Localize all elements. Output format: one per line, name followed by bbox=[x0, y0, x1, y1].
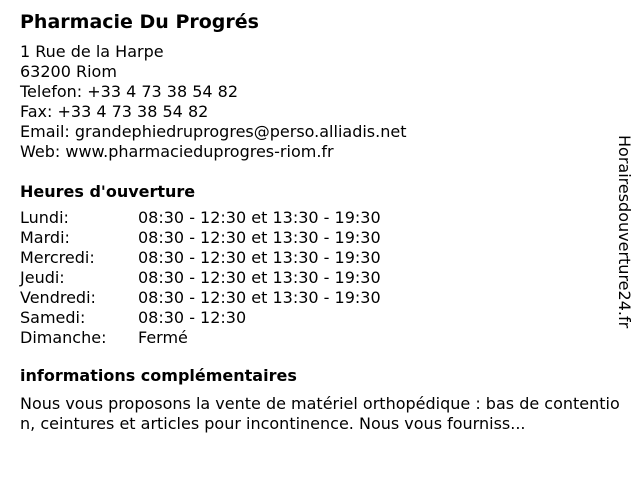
day-label: Jeudi: bbox=[20, 268, 65, 287]
website-address: Web: www.pharmacieduprogres-riom.fr bbox=[20, 142, 334, 161]
opening-hours-table bbox=[20, 208, 620, 348]
hours-row bbox=[20, 268, 620, 288]
day-label: Lundi: bbox=[20, 208, 69, 227]
day-hours: Fermé bbox=[138, 328, 188, 347]
hours-row bbox=[20, 288, 620, 308]
day-hours: 08:30 - 12:30 et 13:30 - 19:30 bbox=[138, 208, 381, 227]
email-address: Email: grandephiedruprogres@perso.alliadis.net bbox=[20, 122, 407, 141]
hours-row bbox=[20, 228, 620, 248]
additional-info-heading: informations complémentaires bbox=[20, 366, 297, 385]
pharmacy-card bbox=[20, 10, 620, 434]
site-watermark: Horairesdouverture24.fr bbox=[615, 135, 634, 329]
opening-hours-heading: Heures d'ouverture bbox=[20, 182, 196, 201]
address-city: 63200 Riom bbox=[20, 62, 117, 81]
hours-row bbox=[20, 308, 620, 328]
hours-row bbox=[20, 328, 620, 348]
phone-number: Telefon: +33 4 73 38 54 82 bbox=[20, 82, 239, 101]
day-hours: 08:30 - 12:30 et 13:30 - 19:30 bbox=[138, 228, 381, 247]
hours-row bbox=[20, 208, 620, 228]
day-hours: 08:30 - 12:30 et 13:30 - 19:30 bbox=[138, 248, 381, 267]
day-label: Mercredi: bbox=[20, 248, 95, 267]
day-hours: 08:30 - 12:30 bbox=[138, 308, 247, 327]
fax-number: Fax: +33 4 73 38 54 82 bbox=[20, 102, 209, 121]
day-label: Vendredi: bbox=[20, 288, 96, 307]
day-hours: 08:30 - 12:30 et 13:30 - 19:30 bbox=[138, 268, 381, 287]
hours-row bbox=[20, 248, 620, 268]
address-street: 1 Rue de la Harpe bbox=[20, 42, 164, 61]
contact-block bbox=[20, 42, 620, 162]
day-hours: 08:30 - 12:30 et 13:30 - 19:30 bbox=[138, 288, 381, 307]
day-label: Samedi: bbox=[20, 308, 86, 327]
day-label: Dimanche: bbox=[20, 328, 107, 347]
day-label: Mardi: bbox=[20, 228, 70, 247]
additional-info-text: Nous vous proposons la vente de matériel orthopédique : bas de contention, ceintures et articles pour incontinence. Nous vous fourniss... bbox=[20, 394, 620, 433]
pharmacy-name: Pharmacie Du Progrés bbox=[20, 11, 259, 33]
